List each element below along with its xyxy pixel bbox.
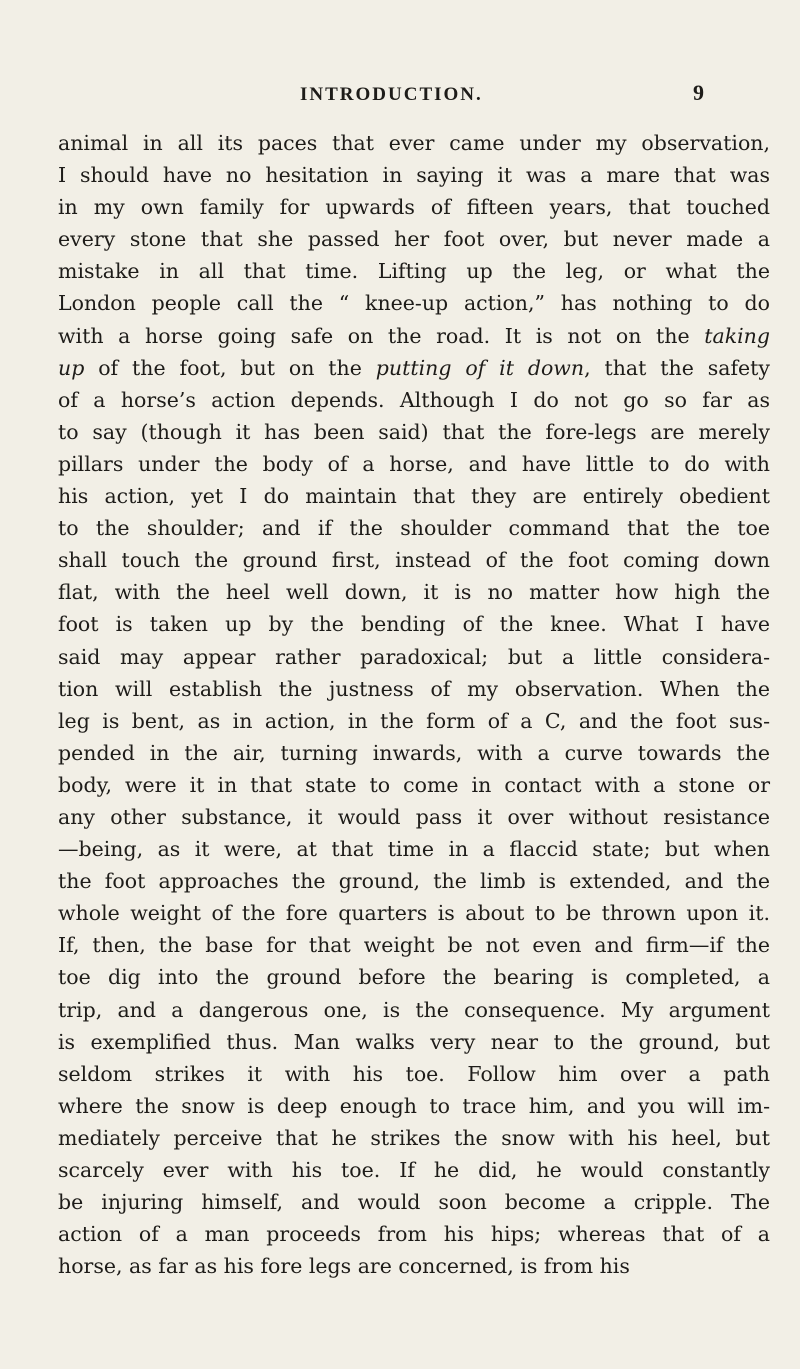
text-line: of a horse’s action depends. Although I do not go so far as	[58, 387, 770, 412]
text-line: action of a man proceeds from his hips; whereas that of a	[58, 1222, 770, 1247]
text-line: mediately perceive that he strikes the snow with his heel, but	[58, 1125, 770, 1150]
text-line: leg is bent, as in action, in the form of a C, and the foot sus-	[58, 708, 770, 733]
text-line: scarcely ever with his toe. If he did, he would constantly	[58, 1158, 770, 1182]
text-line: up of the foot, but on the putting of it down, that the safety	[58, 355, 771, 380]
text-line: where the snow is deep enough to trace him, and you will im-	[58, 1093, 770, 1118]
text-line: toe dig into the ground before the bearing is completed, a	[58, 965, 770, 990]
text-line: to the shoulder; and if the shoulder command that the toe	[58, 516, 770, 541]
text-line: pended in the air, turning inwards, with a curve towards the	[58, 740, 770, 765]
text-line: animal in all its paces that ever came under my observation,	[58, 131, 770, 155]
text-line: —being, as it were, at that time in a flaccid state; but when	[58, 837, 770, 862]
text-line: seldom strikes it with his toe. Follow him over a path	[58, 1061, 770, 1086]
text-line: said may appear rather paradoxical; but a little considera-	[58, 644, 770, 669]
text-line: the foot approaches the ground, the limb is extended, and the	[58, 869, 770, 894]
text-line: be injuring himself, and would soon become a cripple. The	[58, 1190, 770, 1215]
text-line: horse, as far as his fore legs are concerned, is from his	[58, 1254, 630, 1279]
text-line: every stone that she passed her foot over, but never made a	[58, 227, 770, 252]
text-line: London people call the “ knee-up action,” has nothing to do	[58, 291, 770, 316]
text-line: whole weight of the fore quarters is about to be thrown upon it.	[58, 901, 770, 926]
text-line: is exemplified thus. Man walks very near to the ground, but	[58, 1029, 770, 1054]
italic-phrase: putting of it down	[375, 355, 585, 380]
text-line: shall touch the ground first, instead of the foot coming down	[58, 548, 770, 573]
text-line: foot is taken up by the bending of the knee. What I have	[58, 612, 770, 637]
text-line: in my own family for upwards of fifteen years, that touched	[58, 195, 770, 220]
text-line: to say (though it has been said) that the fore-legs are merely	[58, 419, 770, 444]
italic-phrase: taking	[704, 323, 770, 348]
running-head	[0, 80, 800, 114]
page-number: 9	[693, 80, 704, 105]
text-line: flat, with the heel well down, it is no matter how high the	[58, 580, 770, 605]
text-line: pillars under the body of a horse, and have little to do with	[58, 451, 770, 476]
text-line: mistake in all that time. Lifting up the leg, or what the	[58, 259, 770, 284]
text-line: any other substance, it would pass it over without resistance	[58, 804, 770, 829]
text-line: If, then, the base for that weight be not even and firm—if the	[58, 933, 770, 958]
italic-phrase: up	[58, 355, 85, 380]
text-line: I should have no hesitation in saying it was a mare that was	[58, 163, 770, 188]
text-line: trip, and a dangerous one, is the consequence. My argument	[58, 997, 770, 1022]
body-text	[58, 127, 770, 1282]
running-head-title: INTRODUCTION.	[300, 84, 483, 105]
text-line: with a horse going safe on the road. It is not on the taking	[58, 323, 770, 348]
text-line: his action, yet I do maintain that they are entirely obedient	[58, 484, 770, 509]
text-line: tion will establish the justness of my observation. When the	[58, 676, 770, 701]
text-line: body, were it in that state to come in contact with a stone or	[58, 772, 770, 797]
